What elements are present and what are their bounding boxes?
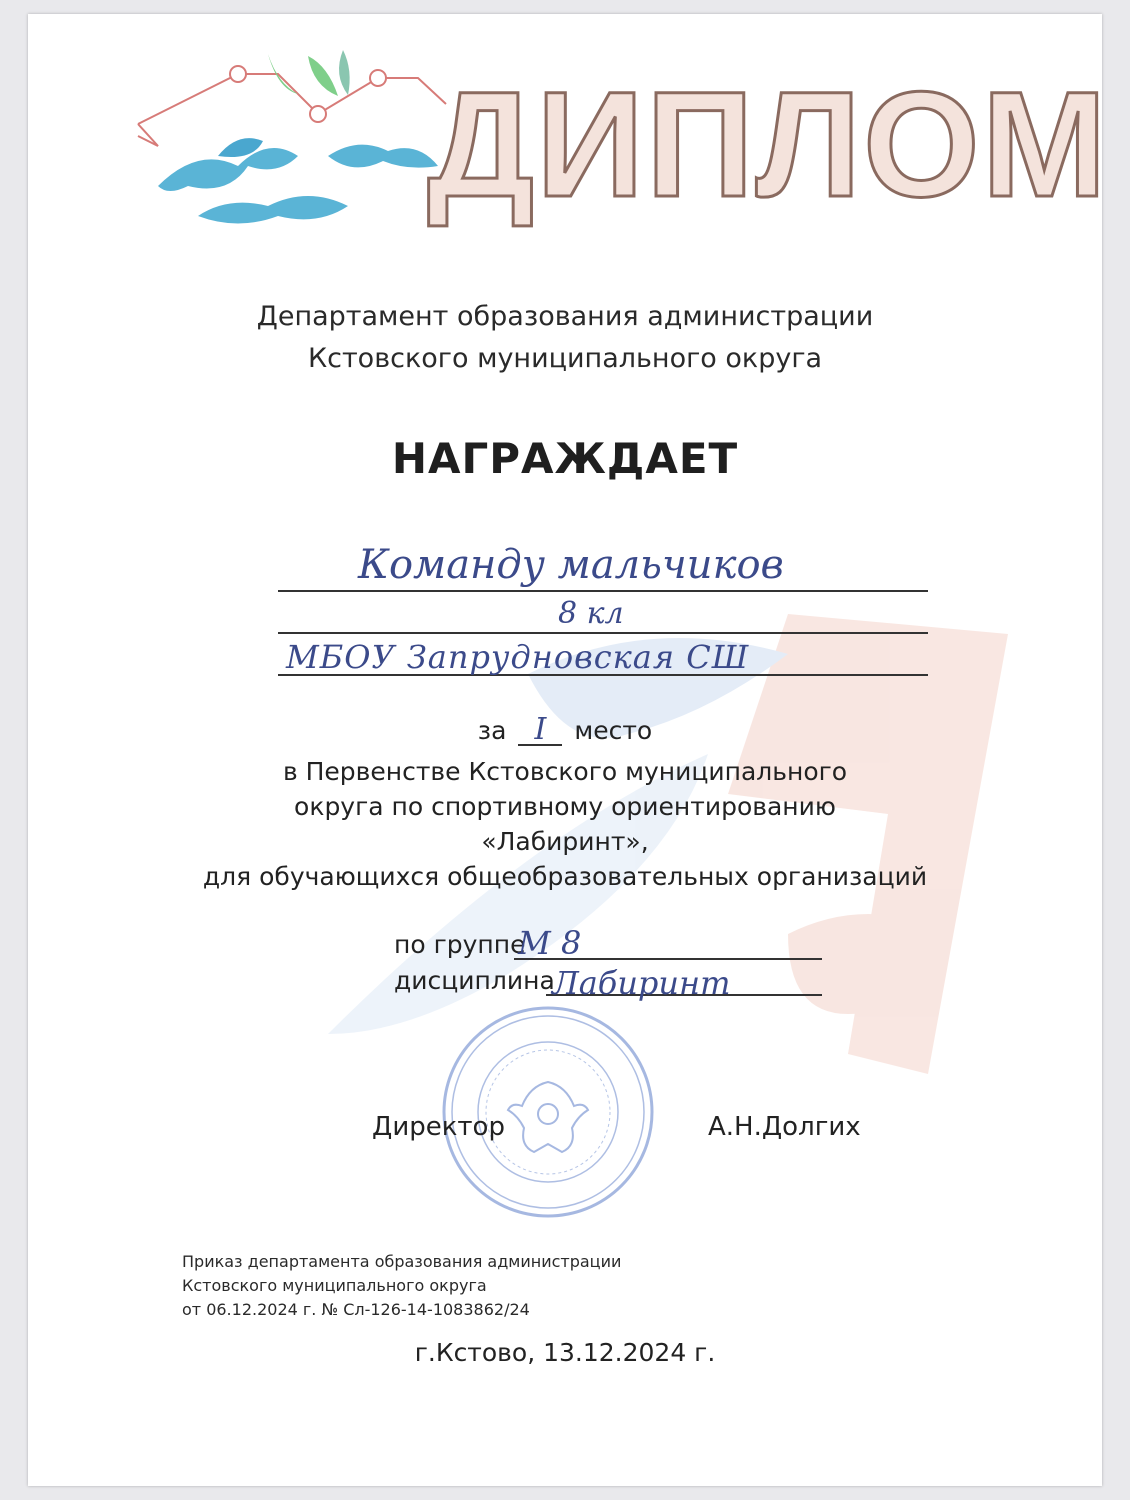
recipient-underline bbox=[278, 632, 928, 634]
competition-line: «Лабиринт», bbox=[481, 827, 649, 856]
order-line: Приказ департамента образования администрации bbox=[182, 1252, 622, 1271]
recipient-class: 8 кл bbox=[558, 596, 624, 631]
discipline-label: дисциплина bbox=[394, 966, 555, 995]
recipient-underline bbox=[278, 590, 928, 592]
organization-line: Департамент образования администрации bbox=[256, 301, 874, 332]
competition-line: в Первенстве Кстовского муниципального bbox=[282, 757, 848, 786]
diploma-page bbox=[28, 14, 1109, 1486]
title-text: ДИПЛОМ bbox=[427, 60, 1109, 228]
signature-name: А.Н.Долгих bbox=[708, 1112, 861, 1142]
order-line: Кстовского муниципального округа bbox=[182, 1276, 487, 1295]
diploma-title bbox=[427, 58, 1109, 228]
organization-line: Кстовского муниципального округа bbox=[307, 343, 823, 374]
logo-mark bbox=[128, 36, 448, 236]
place-value: I bbox=[518, 716, 562, 746]
order-reference bbox=[182, 1250, 621, 1322]
group-value: М 8 bbox=[518, 924, 582, 962]
place-row bbox=[28, 712, 1102, 747]
organization-block bbox=[28, 296, 1102, 380]
place-and-date: г.Кстово, 13.12.2024 г. bbox=[414, 1338, 716, 1367]
group-label: по группе bbox=[394, 930, 526, 959]
signature-role: Директор bbox=[372, 1112, 505, 1142]
competition-line: округа по спортивному ориентированию bbox=[294, 792, 836, 821]
place-suffix: место bbox=[574, 716, 653, 745]
discipline-value: Лабиринт bbox=[552, 964, 731, 1002]
recipient-school: МБОУ Запрудновская СШ bbox=[286, 638, 750, 676]
award-heading: НАГРАЖДАЕТ bbox=[391, 434, 739, 483]
competition-description bbox=[28, 754, 1102, 894]
place-prefix: за bbox=[477, 716, 507, 745]
recipient-name: Команду мальчиков bbox=[358, 542, 784, 588]
order-line: от 06.12.2024 г. № Сл-126-14-1083862/24 bbox=[182, 1300, 530, 1319]
competition-line: для обучающихся общеобразовательных организаций bbox=[202, 862, 928, 891]
